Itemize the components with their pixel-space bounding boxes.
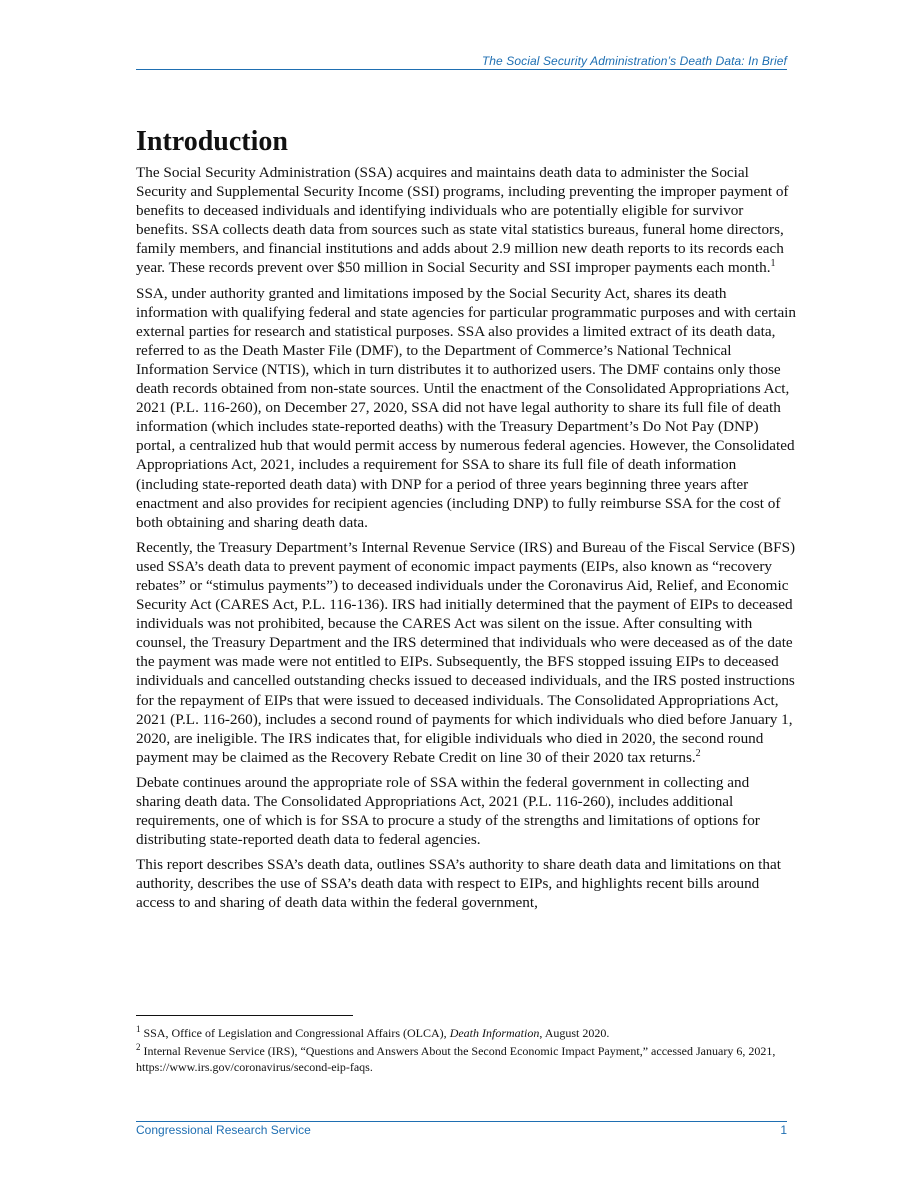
paragraph-text: SSA, under authority granted and limitations imposed by the Social Security Act, shares its death information with qualifying federal and state agencies for particular programmatic purposes and with certain external parties for research and statistical purposes. SSA also provides a limited extract of its death data, referred to as the Death Master File (DMF), to the Department of Commerce’s National Technical Information Service (NTIS), which in turn distributes it to authorized users. The DMF contains only those death records obtained from non-state sources. Until the enactment of the Consolidated Appropriations Act, 2021 (P.L. 116-260), on December 27, 2020, SSA did not have legal authority to share its full file of death information (which includes state-reported deaths) with the Treasury Department’s Do Not Pay (DNP) portal, a centralized hub that would permit access by numerous federal agencies. However, the Consolidated Appropriations Act, 2021, includes a requirement for SSA to share its full file of death information (including state-reported death data) with DNP for a period of three years beginning three years after enactment and also provides for recipient agencies (including DNP) to fully reimburse SSA for the cost of both obtaining and sharing death data. (136, 284, 796, 531)
footnote-1 (136, 1025, 796, 1041)
paragraph-2 (136, 284, 796, 532)
section-title: Introduction (136, 126, 288, 157)
paragraph-text: This report describes SSA’s death data, outlines SSA’s authority to share death data and limitations on that authority, describes the use of SSA’s death data with respect to EIPs, and highlights recent bills around access to and sharing of death data within the federal government, (136, 856, 781, 912)
footnote-text-end: , August 2020. (539, 1026, 610, 1040)
footnote-2 (136, 1043, 796, 1075)
paragraph-text: Debate continues around the appropriate role of SSA within the federal government in collecting and sharing death data. The Consolidated Appropriations Act, 2021 (P.L. 116-260), includes additional requirements, one of which is for SSA to procure a study of the strengths and limitations of options for distributing state-reported death data to federal agencies. (136, 773, 760, 849)
footnote-text: SSA, Office of Legislation and Congressional Affairs (OLCA), (143, 1026, 450, 1040)
paragraph-4 (136, 773, 796, 849)
paragraph-text: The Social Security Administration (SSA) acquires and maintains death data to administer the Social Security and Supplemental Security Income (SSI) programs, including preventing the improper payment of benefits to deceased individuals and identifying individuals who are potentially eligible for survivor benefits. SSA collects death data from sources such as state vital statistics bureaus, funeral home directors, family members, and financial institutions and adds about 2.9 million new death reports to its records each year. These records prevent over $50 million in Social Security and SSI improper payments each month. (136, 164, 789, 277)
footnotes (136, 1025, 796, 1077)
footnote-number: 2 (136, 1042, 141, 1052)
paragraph-1 (136, 163, 796, 278)
footer-org: Congressional Research Service (136, 1123, 311, 1137)
footnote-ref-1[interactable]: 1 (770, 258, 776, 270)
paragraph-3 (136, 538, 796, 767)
footnote-number: 1 (136, 1024, 141, 1034)
main-content (136, 124, 796, 919)
page-number: 1 (780, 1123, 787, 1137)
footnote-ref-2[interactable]: 2 (695, 747, 701, 759)
footnote-text: Internal Revenue Service (IRS), “Questions and Answers About the Second Economic Impact Payment,” accessed January 6, 2021, https://www.irs.gov/coronavirus/second-eip-faqs. (136, 1044, 776, 1074)
footnote-title: Death Information (449, 1026, 540, 1040)
header-rule (136, 69, 787, 70)
paragraph-5 (136, 855, 796, 912)
footnote-separator (136, 1015, 353, 1016)
footer-rule (136, 1121, 787, 1122)
paragraph-text: Recently, the Treasury Department’s Internal Revenue Service (IRS) and Bureau of the Fiscal Service (BFS) used SSA’s death data to prevent payment of economic impact payments (EIPs, also known as “recovery rebates” or “stimulus payments”) to deceased individuals under the Coronavirus Aid, Relief, and Economic Security Act (CARES Act, P.L. 116-136). IRS had initially determined that the payment of EIPs to deceased individuals was not prohibited, because the CARES Act was silent on the issue. After consulting with counsel, the Treasury Department and the IRS determined that individuals who were deceased as of the date the payment was made were not entitled to EIPs. Subsequently, the BFS stopped issuing EIPs to deceased individuals and cancelled outstanding checks issued to deceased individuals, and the IRS posted instructions for the repayment of EIPs that were issued to deceased individuals. The Consolidated Appropriations Act, 2021 (P.L. 116-260), includes a second round of payments for which individuals who died before January 1, 2020, are ineligible. The IRS indicates that, for eligible individuals who died in 2020, the second round payment may be claimed as the Recovery Rebate Credit on line 30 of their 2020 tax returns. (136, 538, 796, 766)
running-header: The Social Security Administration’s Death Data: In Brief (481, 54, 787, 68)
